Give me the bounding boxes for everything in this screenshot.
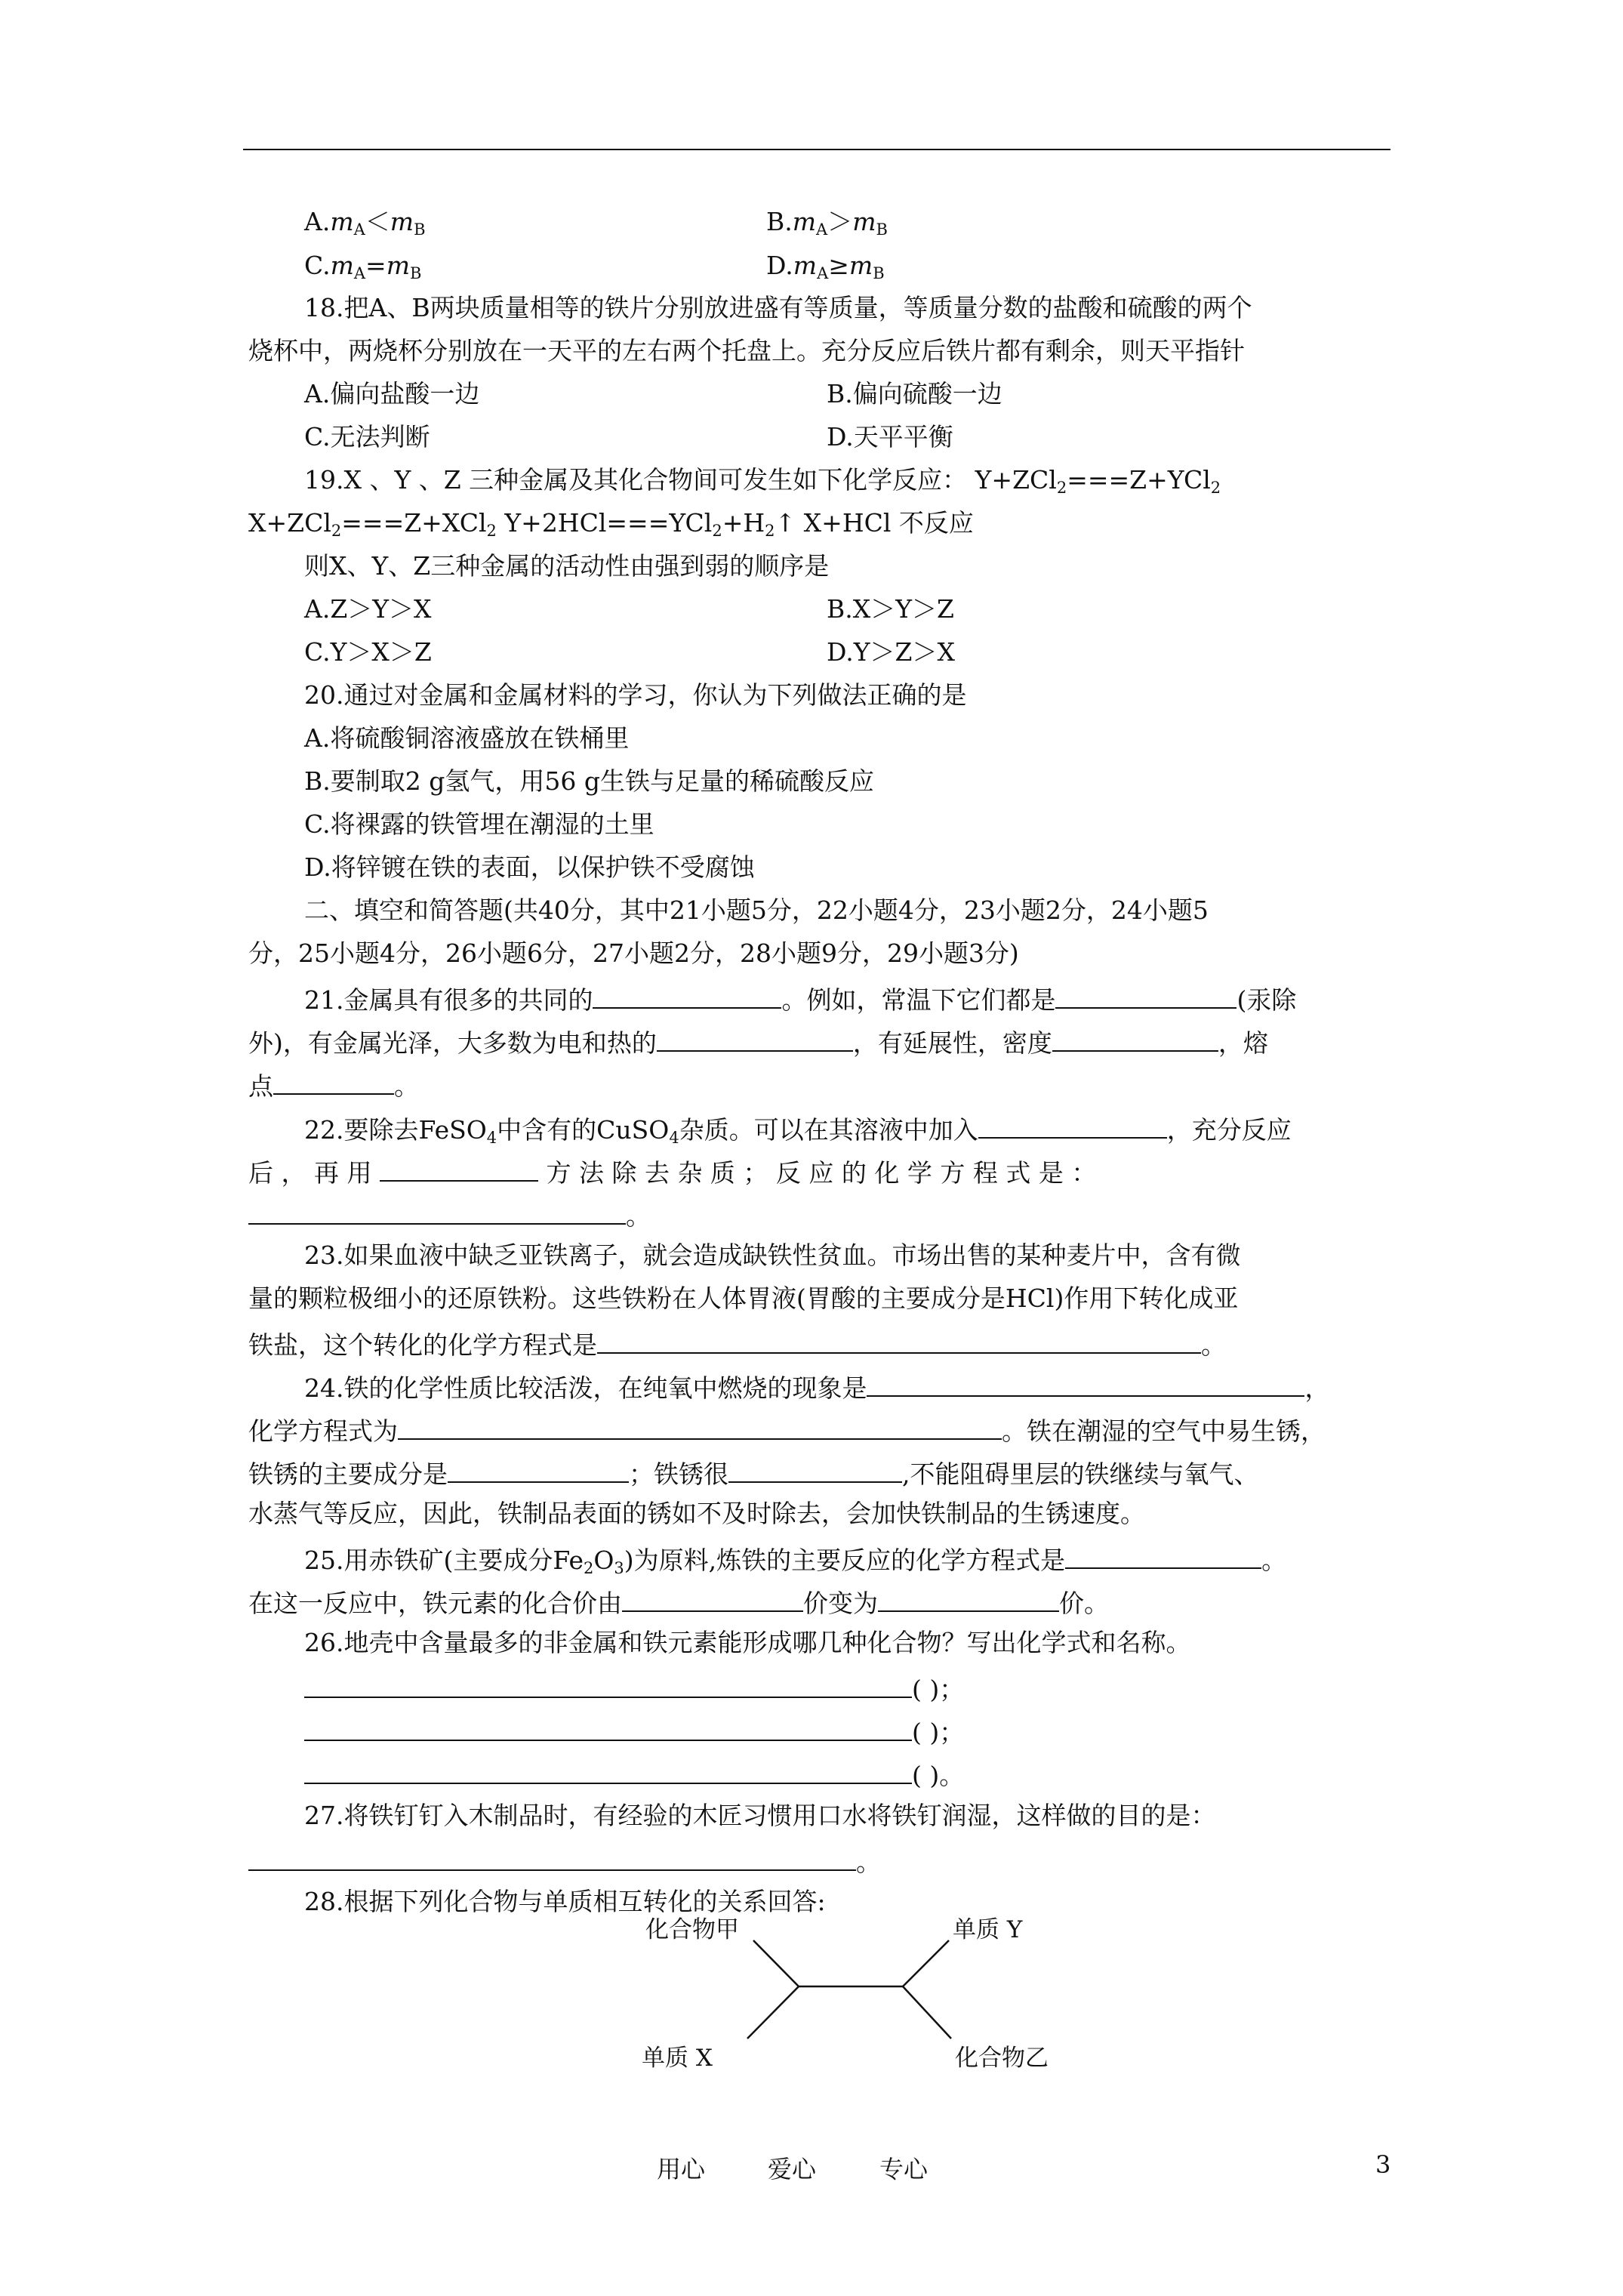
q24-line-3: 铁锈的主要成分是 ；铁锈很 ,不能阻碍里层的铁继续与氧气、: [248, 1454, 1259, 1487]
q25-line-2: 在这一反应中，铁元素的化合价由 价变为 价。: [248, 1583, 1109, 1616]
q25-blank-1[interactable]: [1065, 1540, 1261, 1569]
q17-option-d: $D.m_A\ge m_B$: [766, 251, 885, 282]
q26-blank-3[interactable]: [304, 1755, 912, 1784]
q28-stem: 28.根据下列化合物与单质相互转化的关系回答:: [304, 1887, 826, 1916]
line-bottom-left: [747, 1986, 799, 2039]
q23-blank[interactable]: [597, 1325, 1201, 1354]
q23-line-3: 铁盐，这个转化的化学方程式是 。: [248, 1325, 1226, 1358]
label-element-x: 单质 X: [642, 2045, 713, 2072]
q18-option-b: B.偏向硫酸一边: [827, 379, 1002, 408]
q26-stem: 26.地壳中含量最多的非金属和铁元素能形成哪几种化合物？写出化学式和名称。: [304, 1628, 1191, 1657]
label-compound-a: 化合物甲: [645, 1916, 739, 1943]
q26-blank-2[interactable]: [304, 1712, 912, 1741]
q24-line-2: 化学方程式为 。铁在潮湿的空气中易生锈，: [248, 1411, 1326, 1444]
section-2-heading-line-1: 二、填空和简答题(共40分，其中21小题5分，22小题4分，23小题2分，24小题5: [304, 895, 1209, 925]
footer-motto-2: 爱心: [768, 2155, 817, 2184]
q24-blank-2[interactable]: [398, 1411, 1002, 1440]
q21-blank-1[interactable]: [593, 980, 781, 1009]
q26-answer-row-3: ( )。: [304, 1755, 964, 1789]
q24-line-4: 水蒸气等反应，因此，铁制品表面的锈如不及时除去，会加快铁制品的生锈速度。: [248, 1499, 1145, 1528]
header-rule: [243, 149, 1390, 150]
q20-option-d: D.将锌镀在铁的表面，以保护铁不受腐蚀: [304, 852, 755, 882]
q25-blank-3[interactable]: [878, 1583, 1059, 1612]
q27-answer-row: 。: [248, 1842, 881, 1875]
q20-option-b: B.要制取2 g氢气，用56 g生铁与足量的稀硫酸反应: [304, 766, 874, 796]
q20-stem: 20.通过对金属和金属材料的学习，你认为下列做法正确的是: [304, 680, 967, 710]
footer-motto-3: 专心: [879, 2155, 929, 2184]
q22-line-2: 后 ， 再 用 方 法 除 去 杂 质 ； 反 应 的 化 学 方 程 式 是 ：: [248, 1153, 1096, 1186]
q23-line-1: 23.如果血液中缺乏亚铁离子，就会造成缺铁性贫血。市场出售的某种麦片中，含有微: [304, 1240, 1241, 1270]
q19-stem-line-1: 19.X 、Y 、Z 三种金属及其化合物间可发生如下化学反应： Y+ZCl$_2$===Z+YCl$_2$: [304, 465, 1221, 497]
q26-answer-row-2: ( )；: [304, 1712, 964, 1746]
q21-line-1: 21.金属具有很多的共同的 。例如，常温下它们都是 (汞除: [304, 980, 1296, 1013]
q22-line-1: 22.要除去FeSO$_4$中含有的CuSO$_4$杂质。可以在其溶液中加入 ，充分反应: [304, 1110, 1292, 1143]
q22-blank-2[interactable]: [380, 1153, 538, 1182]
q21-blank-4[interactable]: [1052, 1023, 1218, 1052]
q21-blank-3[interactable]: [657, 1023, 853, 1052]
q24-blank-3[interactable]: [448, 1454, 629, 1483]
q21-blank-2[interactable]: [1055, 980, 1236, 1009]
q19-option-d: D.Y＞Z＞X: [827, 637, 955, 667]
page-number: 3: [1375, 2150, 1391, 2179]
label-compound-b: 化合物乙: [955, 2045, 1049, 2072]
q27-stem: 27.将铁钉钉入木制品时，有经验的木匠习惯用口水将铁钉润湿，这样做的目的是：: [304, 1801, 1216, 1830]
line-top-right: [903, 1940, 949, 1986]
q19-option-c: C.Y＞X＞Z: [304, 637, 432, 667]
q23-line-2: 量的颗粒极细小的还原铁粉。这些铁粉在人体胃液(胃酸的主要成分是HCl)作用下转化成亚: [248, 1284, 1239, 1313]
q17-option-a: $A.m_A<m_B$: [304, 207, 426, 239]
q25-blank-2[interactable]: [622, 1583, 803, 1612]
q20-option-c: C.将裸露的铁管埋在潮湿的土里: [304, 809, 654, 839]
q24-blank-1[interactable]: [867, 1368, 1304, 1397]
footer-motto-1: 用心: [657, 2155, 706, 2184]
line-bottom-right: [903, 1986, 951, 2039]
q20-option-a: A.将硫酸铜溶液盛放在铁桶里: [304, 723, 630, 753]
q22-line-3: 。: [248, 1196, 651, 1229]
q24-blank-4[interactable]: [728, 1454, 902, 1483]
q24-line-1: 24.铁的化学性质比较活泼，在纯氧中燃烧的现象是 ，: [304, 1368, 1329, 1401]
q22-blank-1[interactable]: [978, 1110, 1167, 1139]
q18-option-a: A.偏向盐酸一边: [304, 379, 480, 408]
q28-relation-diagram: [634, 1910, 1057, 2084]
q19-option-a: A.Z＞Y＞X: [304, 594, 432, 624]
q25-line-1: 25.用赤铁矿(主要成分$Fe_2O_3$)为原料,炼铁的主要反应的化学方程式是 。: [304, 1540, 1286, 1573]
q17-option-b: $B.m_A>m_B$: [766, 207, 888, 239]
q21-line-3: 点 。: [248, 1066, 419, 1099]
q17-option-c: $C.m_A=m_B$: [304, 251, 422, 282]
q18-stem-line-2: 烧杯中，两烧杯分别放在一天平的左右两个托盘上。充分反应后铁片都有剩余，则天平指针: [248, 336, 1245, 365]
line-top-left: [753, 1940, 799, 1986]
q21-blank-5[interactable]: [273, 1066, 394, 1095]
section-2-heading-line-2: 分，25小题4分，26小题6分，27小题2分，28小题9分，29小题3分): [248, 938, 1019, 968]
q19-option-b: B.X＞Y＞Z: [827, 594, 954, 624]
q19-stem-line-3: 则X、Y、Z三种金属的活动性由强到弱的顺序是: [304, 551, 830, 581]
q19-stem-line-2: X+ZCl$_2$===Z+XCl$_2$ $Y+2HCl===YCl_2+H_2↑$ X+HCl 不反应: [248, 508, 974, 540]
q18-option-c: C.无法判断: [304, 422, 430, 451]
q18-option-d: D.天平平衡: [827, 422, 953, 451]
q26-answer-row-1: ( )；: [304, 1669, 964, 1703]
q21-line-2: 外)，有金属光泽，大多数为电和热的 ，有延展性，密度 ，熔: [248, 1023, 1268, 1056]
label-element-y: 单质 Y: [953, 1916, 1023, 1943]
q22-blank-3[interactable]: [248, 1196, 626, 1225]
q26-blank-1[interactable]: [304, 1669, 912, 1698]
q27-blank[interactable]: [248, 1842, 856, 1871]
q18-stem-line-1: 18.把A、B两块质量相等的铁片分别放进盛有等质量，等质量分数的盐酸和硫酸的两个: [304, 293, 1252, 322]
